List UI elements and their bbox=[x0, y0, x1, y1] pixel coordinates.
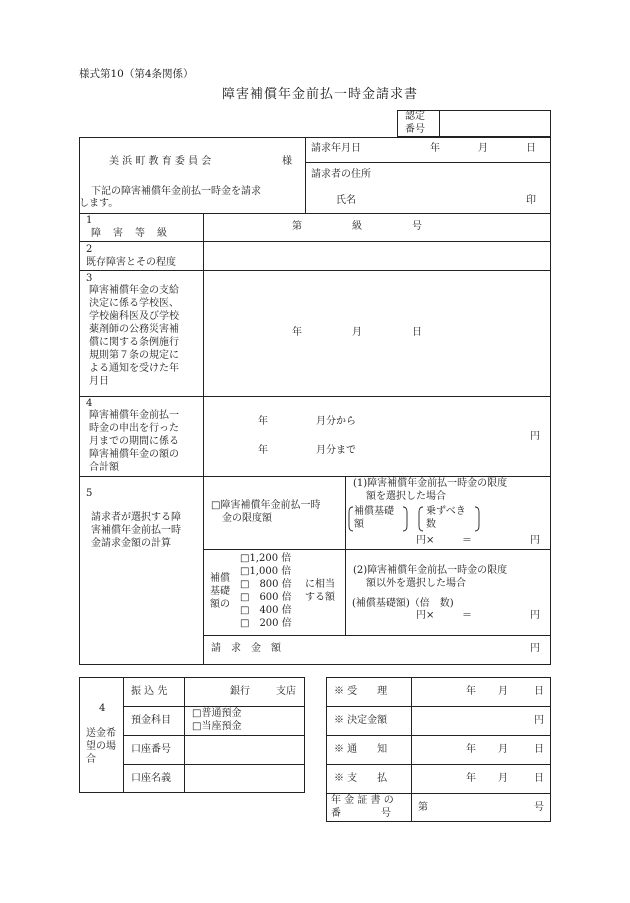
bank-label: 振 込 先 bbox=[131, 686, 168, 697]
row1-number: 1 bbox=[86, 215, 93, 226]
pension-cert-label-2: 番 号 bbox=[331, 808, 391, 819]
row3-line-1: 障害補償年金の支給 bbox=[89, 285, 179, 296]
office-notice-year: 年 bbox=[466, 744, 476, 755]
office-decided-label: ※ 決定金額 bbox=[334, 715, 388, 726]
bracket-right-icon bbox=[402, 506, 408, 532]
pension-cert-go: 号 bbox=[534, 802, 544, 813]
account-name-label: 口座名義 bbox=[131, 773, 171, 784]
office-payment-day: 日 bbox=[534, 773, 544, 784]
page-title: 障害補償年金前払一時金請求書 bbox=[222, 87, 419, 102]
account-type-current[interactable]: □当座預金 bbox=[192, 721, 242, 732]
row2-number: 2 bbox=[86, 244, 93, 255]
request-date-label: 請求年月日 bbox=[311, 143, 361, 154]
row5-line-1: 請求者が選択する障 bbox=[91, 512, 181, 523]
row4-line-3: 月までの期間に係る bbox=[89, 436, 179, 447]
row4-line-2: 時金の申出を行った bbox=[89, 423, 179, 434]
row4-yen: 円 bbox=[530, 431, 540, 442]
row3-line-3: 学校歯科医及び学校 bbox=[89, 311, 179, 322]
row1-dai: 第 bbox=[292, 221, 302, 232]
addressee-honorific: 様 bbox=[282, 156, 292, 167]
equivalent-line2: する額 bbox=[305, 592, 335, 603]
base-vertical-3: 額の bbox=[210, 599, 230, 610]
row2-label: 既存障害とその程度 bbox=[86, 257, 176, 268]
pension-cert-dai: 第 bbox=[418, 802, 428, 813]
cert-label-1: 認定 bbox=[405, 111, 425, 122]
multiplier-line2: 数 bbox=[426, 519, 436, 530]
requester-seal: 印 bbox=[526, 195, 536, 206]
office-decided-yen: 円 bbox=[534, 715, 544, 726]
base-vertical-2: 基礎 bbox=[210, 586, 230, 597]
office-received-year: 年 bbox=[466, 686, 476, 697]
request-date-year: 年 bbox=[430, 143, 440, 154]
request-statement-line2: します。 bbox=[79, 198, 119, 209]
option2-line1: (2)障害補償年金前払一時金の限度 bbox=[353, 565, 508, 576]
row4-number: 4 bbox=[86, 398, 93, 409]
equivalent-line1: に相当 bbox=[305, 579, 335, 590]
option1-yen-times: 円× bbox=[416, 535, 435, 546]
total-amount-label: 請 求 金 額 bbox=[211, 643, 281, 654]
option2-line2: 額以外を選択した場合 bbox=[366, 578, 466, 589]
base-amount-line2: 額 bbox=[354, 519, 364, 530]
account-type-ordinary[interactable]: □普通預金 bbox=[192, 708, 242, 719]
remit-number: 4 bbox=[99, 703, 106, 714]
row5-line-2: 害補償年金前払一時 bbox=[91, 525, 181, 536]
pension-cert-label-1: 年 金 証 書 の bbox=[331, 795, 394, 806]
requester-name-label: 氏名 bbox=[336, 195, 356, 206]
option1-equals: ＝ bbox=[462, 535, 472, 546]
multiplier-option-4[interactable]: □ 600 倍 bbox=[240, 592, 292, 603]
multiplier-option-2[interactable]: □1,000 倍 bbox=[240, 566, 292, 577]
row3-year: 年 bbox=[292, 327, 302, 338]
row3-line-8: 月日 bbox=[89, 376, 109, 387]
office-notice-day: 日 bbox=[534, 744, 544, 755]
office-received-day: 日 bbox=[534, 686, 544, 697]
row4-month-to: 月分まで bbox=[316, 445, 356, 456]
office-received-label: ※ 受 理 bbox=[334, 686, 388, 697]
branch-name: 支店 bbox=[276, 686, 296, 697]
row4-year-from: 年 bbox=[258, 416, 268, 427]
row3-line-5: 償に関する条例施行 bbox=[89, 337, 179, 348]
office-payment-label: ※ 支 払 bbox=[334, 773, 388, 784]
form-number: 様式第10（第4条関係） bbox=[79, 68, 194, 80]
row3-line-6: 規則第７条の規定に bbox=[89, 350, 179, 361]
row4-line-5: 合計額 bbox=[89, 462, 119, 473]
row3-line-4: 薬剤師の公務災害補 bbox=[89, 324, 179, 335]
office-notice-month: 月 bbox=[498, 744, 508, 755]
multiplier-option-5[interactable]: □ 400 倍 bbox=[240, 605, 292, 616]
base-amount-line1: 補償基礎 bbox=[354, 506, 394, 517]
option2-yen-times: 円× bbox=[416, 610, 435, 621]
limit-option-line2: 金の限度額 bbox=[222, 513, 272, 524]
row3-number: 3 bbox=[86, 273, 93, 284]
multiplier-option-6[interactable]: □ 200 倍 bbox=[240, 618, 292, 629]
account-type-label: 預金科目 bbox=[131, 715, 171, 726]
bracket-right-icon bbox=[474, 506, 480, 532]
option2-yen: 円 bbox=[530, 610, 540, 621]
office-payment-year: 年 bbox=[466, 773, 476, 784]
bracket-left-icon bbox=[348, 506, 354, 532]
row5-number: 5 bbox=[86, 488, 93, 499]
row4-year-to: 年 bbox=[258, 445, 268, 456]
remit-title-2: 望の場 bbox=[86, 741, 116, 752]
row1-go: 号 bbox=[412, 221, 422, 232]
bracket-left-icon bbox=[418, 506, 424, 532]
total-amount-yen: 円 bbox=[530, 643, 540, 654]
row1-kyu: 級 bbox=[352, 221, 362, 232]
remit-title-1: 送金希 bbox=[86, 728, 116, 739]
multiplier-option-1[interactable]: □1,200 倍 bbox=[240, 553, 292, 564]
multiplier-option-3[interactable]: □ 800 倍 bbox=[240, 579, 292, 590]
option1-yen: 円 bbox=[530, 535, 540, 546]
row3-day: 日 bbox=[412, 327, 422, 338]
requester-address-label: 請求者の住所 bbox=[311, 169, 371, 180]
row3-month: 月 bbox=[352, 327, 362, 338]
row3-line-2: 決定に係る学校医、 bbox=[89, 298, 179, 309]
cert-label-2: 番号 bbox=[405, 124, 425, 135]
row1-label: 障 害 等 級 bbox=[91, 228, 168, 239]
row5-line-3: 金請求金額の計算 bbox=[91, 538, 171, 549]
option1-line1: (1)障害補償年金前払一時金の限度 bbox=[353, 478, 508, 489]
request-date-month: 月 bbox=[478, 143, 488, 154]
bank-name: 銀行 bbox=[230, 686, 250, 697]
addressee-name: 美 浜 町 教 育 委 員 会 bbox=[109, 156, 212, 167]
option1-line2: 額を選択した場合 bbox=[366, 491, 446, 502]
office-received-month: 月 bbox=[498, 686, 508, 697]
option2-equals: ＝ bbox=[462, 610, 472, 621]
base-vertical-1: 補償 bbox=[210, 573, 230, 584]
multiplier-line1: 乗ずべき bbox=[426, 506, 466, 517]
row4-line-4: 障害補償年金の額の bbox=[89, 449, 179, 460]
request-statement-line1: 下記の障害補償年金前払一時金を請求 bbox=[91, 186, 261, 197]
row3-line-7: よる通知を受けた年 bbox=[89, 363, 179, 374]
office-notice-label: ※ 通 知 bbox=[334, 744, 388, 755]
row4-line-1: 障害補償年金前払一 bbox=[89, 410, 179, 421]
limit-option-line1: □障害補償年金前払一時 bbox=[211, 500, 321, 511]
option2-formula: (補償基礎額)（倍 数) bbox=[352, 598, 454, 609]
office-payment-month: 月 bbox=[498, 773, 508, 784]
remit-title-3: 合 bbox=[86, 754, 96, 765]
account-number-label: 口座番号 bbox=[131, 744, 171, 755]
row4-month-from: 月分から bbox=[316, 416, 356, 427]
request-date-day: 日 bbox=[526, 143, 536, 154]
